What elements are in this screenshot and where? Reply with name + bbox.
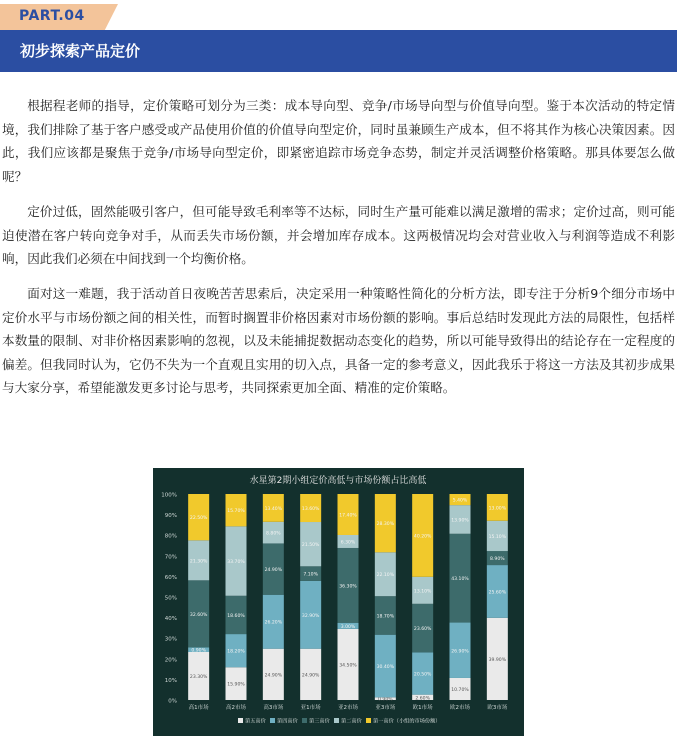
y-tick-label: 20%: [164, 657, 177, 664]
data-label: 13.90%: [451, 518, 469, 524]
data-label: 3.00%: [340, 624, 356, 630]
y-tick-label: 0%: [168, 698, 177, 705]
data-label: 36.30%: [339, 584, 357, 590]
legend-label: 第四高价: [277, 718, 298, 725]
x-tick-label: 亚1市场: [300, 705, 321, 711]
data-label: 7.10%: [303, 572, 318, 578]
y-tick-label: 30%: [164, 636, 177, 643]
y-tick-label: 70%: [164, 554, 177, 561]
x-tick-label: 亚3市场: [375, 705, 396, 711]
data-label: 13.10%: [413, 589, 432, 595]
legend-swatch: [366, 718, 371, 723]
legend-swatch: [302, 718, 307, 723]
data-label: 8.90%: [490, 557, 505, 563]
y-tick-label: 90%: [164, 513, 177, 520]
data-label: 40.20%: [413, 534, 432, 540]
stacked-bar-chart: [153, 468, 524, 736]
y-tick-label: 80%: [164, 533, 177, 540]
data-label: 21.30%: [189, 559, 208, 565]
legend-label: 第三高价: [309, 718, 330, 725]
data-label: 21.50%: [301, 543, 320, 549]
data-label: 39.90%: [488, 657, 507, 663]
data-label: 34.50%: [339, 663, 357, 669]
data-label: 13.00%: [488, 506, 507, 512]
data-label: 24.90%: [301, 673, 320, 679]
data-label: 22.50%: [189, 516, 208, 522]
legend-swatch: [238, 718, 243, 723]
data-label: 30.40%: [376, 665, 395, 671]
legend-label: 第一高价（小组的市场份额）: [373, 718, 441, 725]
data-label: 18.20%: [227, 649, 245, 655]
y-tick-label: 50%: [164, 595, 177, 602]
data-label: 26.90%: [451, 649, 469, 655]
part-label: PART.04: [19, 8, 85, 24]
x-tick-label: 亚2市场: [338, 705, 358, 711]
data-label: 22.10%: [376, 573, 395, 579]
data-label: 24.90%: [264, 673, 283, 679]
y-tick-label: 10%: [164, 677, 177, 684]
data-label: 23.60%: [413, 627, 432, 633]
legend-label: 第二高价: [341, 718, 362, 725]
data-label: 18.60%: [227, 613, 245, 619]
data-label: 0.90%: [191, 648, 206, 654]
legend-label: 第五高价: [245, 718, 266, 725]
data-label: 18.70%: [376, 614, 395, 620]
data-label: 15.90%: [227, 682, 245, 688]
y-tick-label: 40%: [164, 616, 177, 623]
x-tick-label: 欧3市场: [487, 705, 508, 711]
data-label: 17.40%: [339, 513, 357, 519]
x-tick-label: 欧2市场: [450, 705, 470, 711]
paragraph-1: 根据程老师的指导，定价策略可划分为三类：成本导向型、竞争/市场导向型与价值导向型。鉴于本次活动的特定情境，我们排除了基于客户感受或产品使用价值的价值导向型定价，同时虽兼顾生产成本，但不将其作为核心决策因素。因此，我们应该都是聚焦于竞争/市场导向型定价，即紧密追踪市场竞争态势，制定并灵活调整价格策略。那具体要怎么做呢？: [2, 98, 675, 184]
chart-svg: [153, 468, 524, 736]
data-label: 26.20%: [264, 620, 283, 626]
data-label: 32.90%: [301, 613, 320, 619]
legend-swatch: [334, 718, 339, 723]
chart-title: 水星第2期小组定价高低与市场份额占比高低: [249, 476, 427, 486]
x-tick-label: 高1市场: [188, 705, 209, 711]
data-label: 32.60%: [189, 612, 208, 618]
x-tick-label: 高2市场: [226, 705, 246, 711]
section-title: 初步探索产品定价: [20, 42, 141, 60]
data-label: 10.70%: [451, 687, 469, 693]
data-label: 28.30%: [376, 522, 395, 528]
data-label: 15.10%: [488, 534, 507, 540]
data-label: 6.30%: [340, 540, 356, 546]
data-label: 24.90%: [264, 568, 283, 574]
legend-swatch: [270, 718, 275, 723]
data-label: 23.30%: [189, 675, 208, 681]
y-tick-label: 100%: [161, 492, 177, 499]
data-label: 13.60%: [301, 507, 320, 513]
y-tick-label: 60%: [164, 574, 177, 581]
x-tick-label: 欧1市场: [412, 705, 433, 711]
data-label: 15.70%: [227, 509, 245, 515]
paragraph-3: 面对这一难题，我于活动首日夜晚苦苦思索后，决定采用一种策略性简化的分析方法，即专注于分析9个细分市场中定价水平与市场份额之间的相关性，而暂时搁置非价格因素对市场份额的影响。事后总结时发现此方法的局限性，包括样本数量的限制、对非价格因素影响的忽视，以及未能捕捉数据动态变化的趋势，所以可能导致得出的结论存在一定程度的偏差。但我同时认为，它仍不失为一个直观且实用的切入点，具备一定的参考意义，因此我乐于将这一方法及其初步成果与大家分享，希望能激发更多讨论与思考，共同探索更加全面、精准的定价策略。: [2, 286, 675, 395]
data-label: 5.40%: [452, 498, 468, 504]
data-label: 2.60%: [415, 696, 430, 702]
data-label: 13.40%: [264, 506, 283, 512]
data-label: 20.50%: [413, 672, 432, 678]
x-tick-label: 高3市场: [263, 705, 284, 711]
data-label: 0.90%: [378, 697, 393, 703]
paragraph-2: 定价过低，固然能吸引客户，但可能导致毛利率等不达标，同时生产量可能难以满足激增的需求；定价过高，则可能迫使潜在客户转向竞争对手，从而丢失市场份额，并会增加库存成本。这两极情况均会对营业收入与利润等造成不利影响，因此我们必须在中间找到一个均衡价格。: [2, 204, 675, 266]
data-label: 43.10%: [451, 577, 469, 583]
data-label: 25.60%: [488, 590, 507, 596]
data-label: 8.80%: [266, 531, 281, 537]
data-label: 33.70%: [227, 560, 245, 566]
